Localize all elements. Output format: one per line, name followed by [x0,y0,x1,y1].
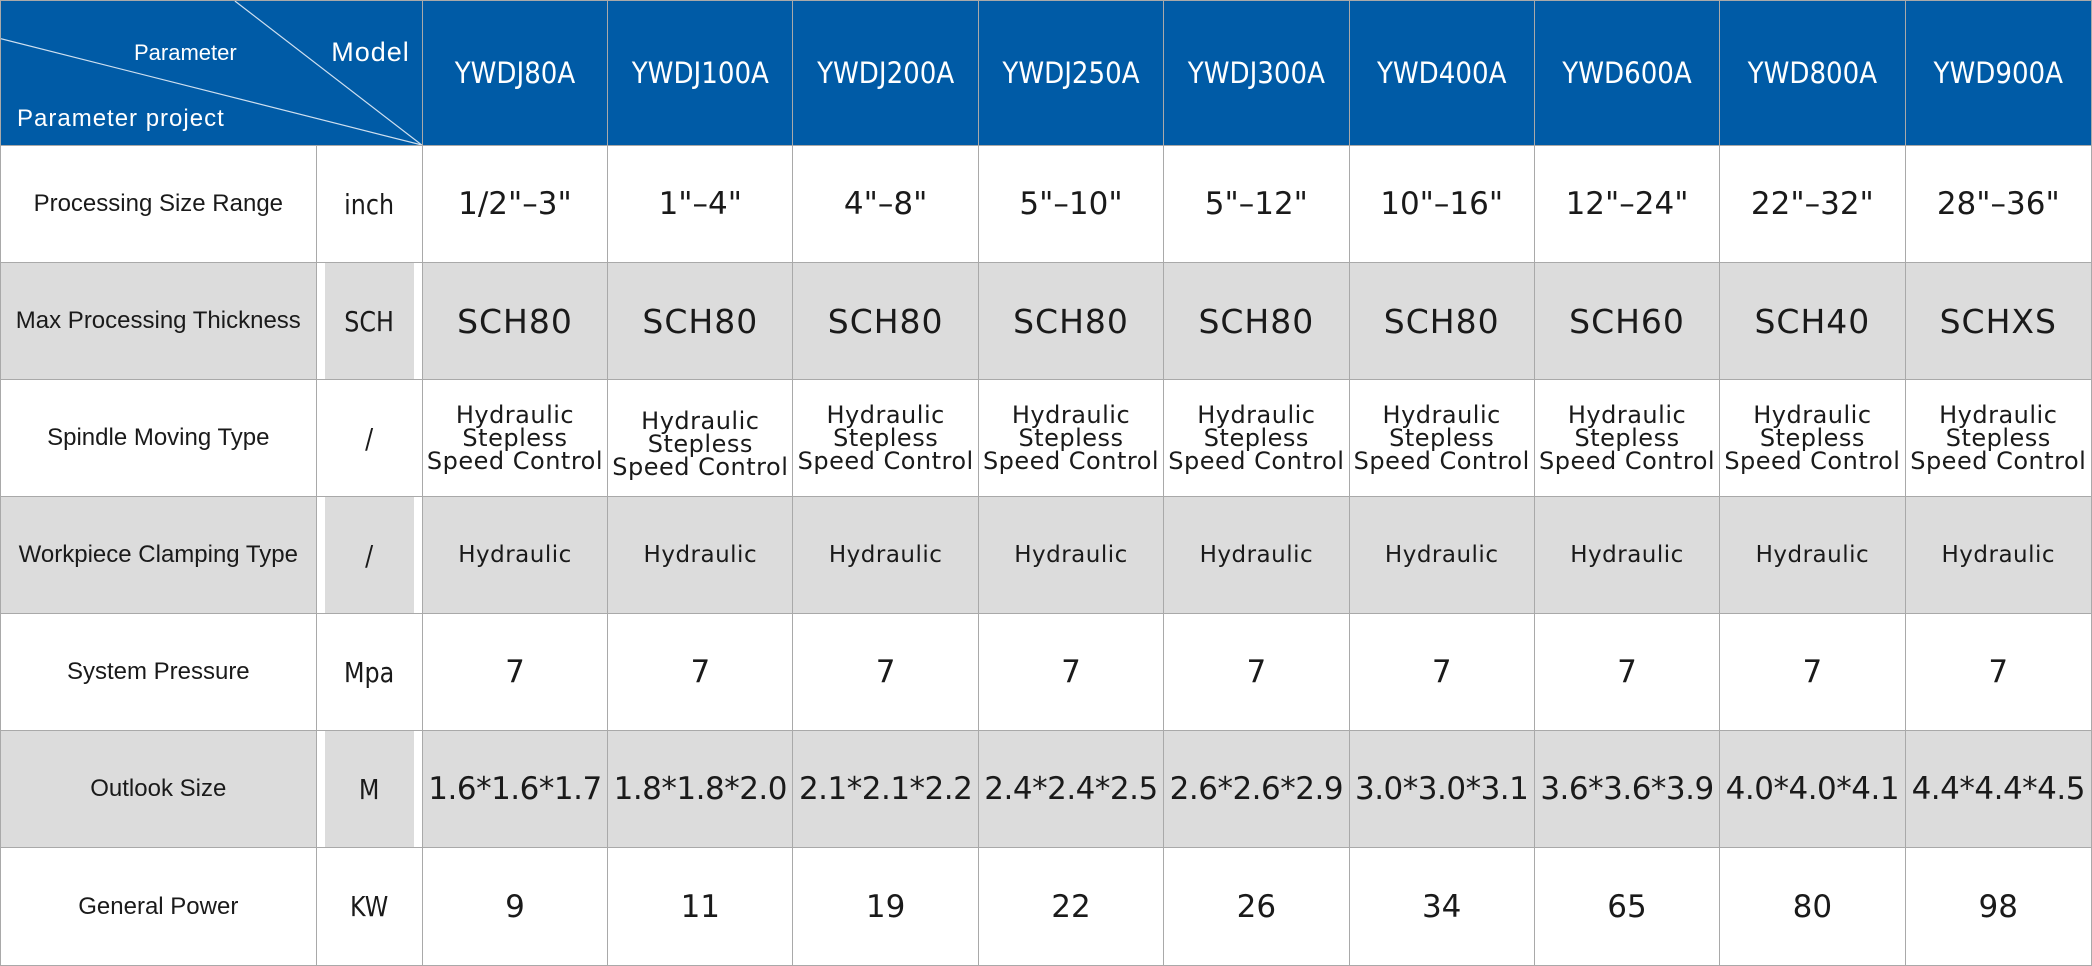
parameter-unit: SCH [324,263,414,380]
value-cell: 22"–32" [1720,146,1905,263]
value-cell: 7 [978,614,1163,731]
parameter-unit: Mpa [324,614,414,731]
value-cell: Hydraulic Stepless Speed Control [1905,380,2091,497]
table-row-processing-size-range [1,146,2092,263]
value-cell: Hydraulic Stepless Speed Control [1720,380,1905,497]
value-cell: 22 [978,848,1163,966]
value-cell: 4.4*4.4*4.5 [1905,731,2091,848]
value-cell: 1.6*1.6*1.7 [422,731,607,848]
value-cell: SCH60 [1534,263,1719,380]
value-cell: 4.0*4.0*4.1 [1720,731,1905,848]
table-row-outlook-size [1,731,2092,848]
table-row-max-processing-thickness [1,263,2092,380]
value-cell: 5"–12" [1164,146,1349,263]
value-cell: 12"–24" [1534,146,1719,263]
value-cell: 5"–10" [978,146,1163,263]
value-cell: 2.1*2.1*2.2 [793,731,978,848]
parameter-name: Outlook Size [1,731,317,848]
value-cell: SCH80 [1349,263,1534,380]
value-cell: 7 [1720,614,1905,731]
value-cell: Hydraulic Stepless Speed Control [1349,380,1534,497]
value-cell: SCH40 [1720,263,1905,380]
value-cell: 3.0*3.0*3.1 [1349,731,1534,848]
value-cell: Hydraulic [1534,497,1719,614]
parameter-unit: inch [324,146,414,263]
parameter-name: System Pressure [1,614,317,731]
value-cell: 98 [1905,848,2091,966]
corner-parameter-label: Parameter [134,40,237,65]
table-row-system-pressure [1,614,2092,731]
value-cell: Hydraulic Stepless Speed Control [793,380,978,497]
parameter-unit: / [324,380,414,497]
value-cell: Hydraulic [608,497,793,614]
parameter-name: Workpiece Clamping Type [1,497,317,614]
value-cell: 3.6*3.6*3.9 [1534,731,1719,848]
value-cell: 7 [793,614,978,731]
value-cell: SCH80 [608,263,793,380]
value-cell: Hydraulic Stepless Speed Control [608,380,793,497]
parameter-unit: M [324,731,414,848]
table-row-general-power [1,848,2092,966]
value-cell: 9 [422,848,607,966]
parameter-unit: / [324,497,414,614]
value-cell: 10"–16" [1349,146,1534,263]
value-cell: Hydraulic [1720,497,1905,614]
parameter-unit: KW [324,848,414,966]
value-cell: 34 [1349,848,1534,966]
corner-model-label: Model [331,37,410,67]
value-cell: 2.4*2.4*2.5 [978,731,1163,848]
value-cell: 7 [1349,614,1534,731]
parameter-name: Processing Size Range [1,146,317,263]
value-cell: Hydraulic Stepless Speed Control [1164,380,1349,497]
value-cell: 7 [1905,614,2091,731]
model-header: YWD600A [1534,1,1719,146]
value-cell: Hydraulic [978,497,1163,614]
parameter-name: General Power [1,848,317,966]
model-header: YWD900A [1905,1,2091,146]
value-cell: Hydraulic Stepless Speed Control [978,380,1163,497]
value-cell: 1"–4" [608,146,793,263]
model-header: YWD800A [1720,1,1905,146]
value-cell: Hydraulic [1349,497,1534,614]
corner-project-label: Parameter project [17,105,225,132]
model-header: YWD400A [1349,1,1534,146]
value-cell: 26 [1164,848,1349,966]
value-cell: Hydraulic [422,497,607,614]
value-cell: 65 [1534,848,1719,966]
model-header: YWDJ300A [1164,1,1349,146]
model-header: YWDJ80A [422,1,607,146]
table-row-workpiece-clamping-type [1,497,2092,614]
value-cell: SCH80 [1164,263,1349,380]
value-cell: SCH80 [978,263,1163,380]
value-cell: 28"–36" [1905,146,2091,263]
value-cell: 80 [1720,848,1905,966]
value-cell: 19 [793,848,978,966]
model-header: YWDJ200A [793,1,978,146]
header-row [1,1,2092,146]
model-header: YWDJ250A [978,1,1163,146]
value-cell: Hydraulic [1164,497,1349,614]
parameter-name: Spindle Moving Type [1,380,317,497]
value-cell: SCH80 [793,263,978,380]
value-cell: Hydraulic Stepless Speed Control [1534,380,1719,497]
value-cell: 11 [608,848,793,966]
value-cell: 2.6*2.6*2.9 [1164,731,1349,848]
value-cell: SCHXS [1905,263,2091,380]
table-row-spindle-moving-type [1,380,2092,497]
value-cell: Hydraulic [1905,497,2091,614]
value-cell: 7 [1164,614,1349,731]
value-cell: 1.8*1.8*2.0 [608,731,793,848]
value-cell: 7 [608,614,793,731]
value-cell: 4"–8" [793,146,978,263]
value-cell: SCH80 [422,263,607,380]
parameter-name: Max Processing Thickness [1,263,317,380]
corner-header-cell [1,1,423,146]
value-cell: Hydraulic Stepless Speed Control [422,380,607,497]
value-cell: 7 [422,614,607,731]
value-cell: Hydraulic [793,497,978,614]
value-cell: 7 [1534,614,1719,731]
value-cell: 1/2"–3" [422,146,607,263]
model-header: YWDJ100A [608,1,793,146]
